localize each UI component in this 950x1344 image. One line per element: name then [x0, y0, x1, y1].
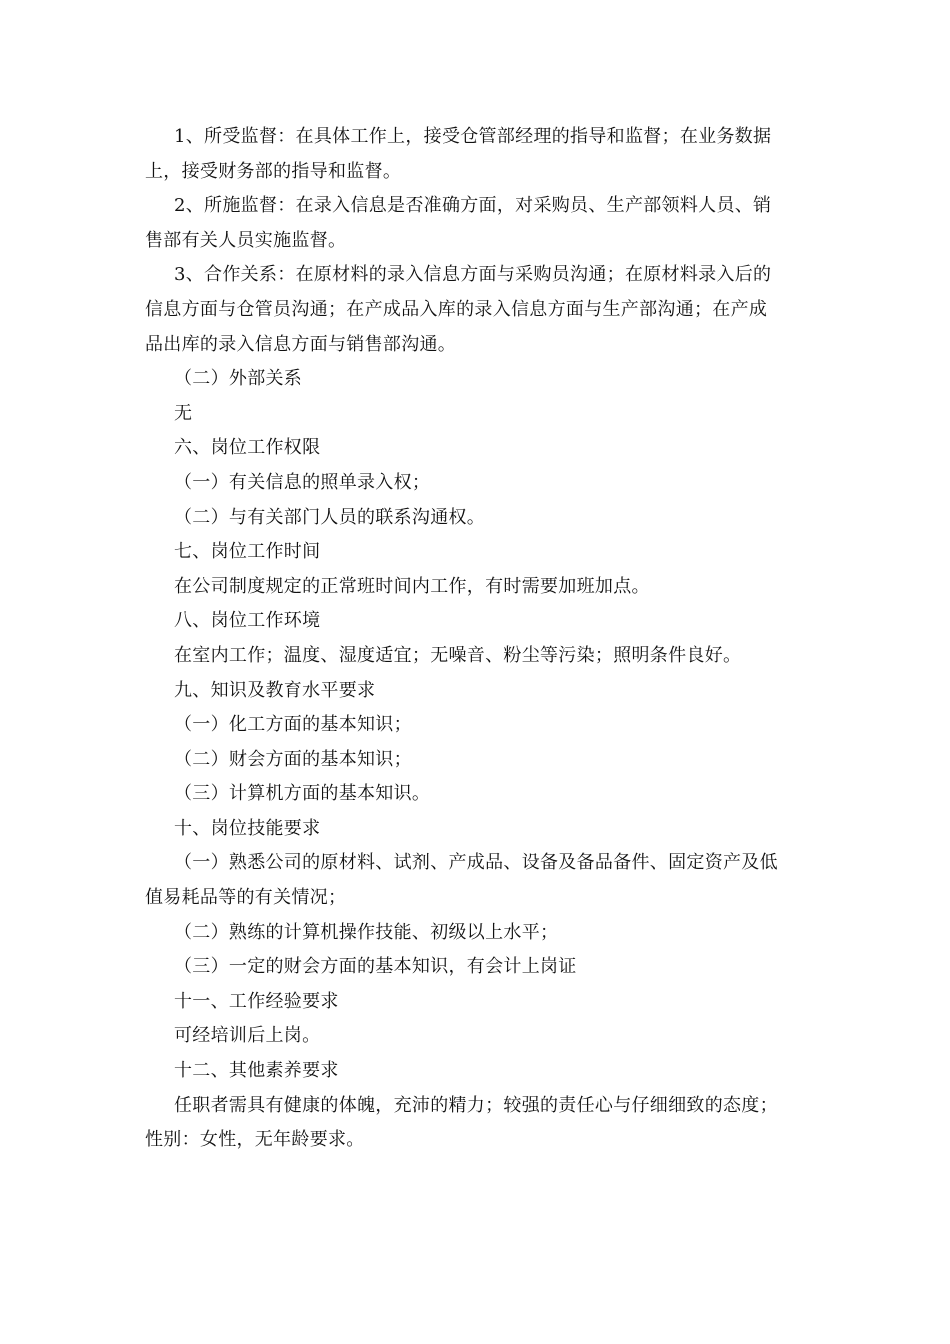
section-heading: 九、知识及教育水平要求 — [174, 679, 376, 701]
section-heading: 六、岗位工作权限 — [174, 437, 321, 459]
paragraph-line: 信息方面与仓管员沟通；在产成品入库的录入信息方面与生产部沟通；在产成 — [145, 298, 768, 320]
section-heading: （二）外部关系 — [174, 368, 303, 390]
paragraph-line: 值易耗品等的有关情况； — [145, 887, 347, 909]
paragraph-line: 售部有关人员实施监督。 — [145, 229, 347, 251]
section-heading: 八、岗位工作环境 — [174, 610, 321, 632]
paragraph-line: 可经培训后上岗。 — [174, 1025, 321, 1047]
paragraph-line: 品出库的录入信息方面与销售部沟通。 — [145, 333, 457, 355]
section-heading: 十、岗位技能要求 — [174, 817, 321, 839]
section-heading: 七、岗位工作时间 — [174, 541, 321, 563]
list-item: （一）有关信息的照单录入权； — [174, 471, 431, 493]
list-item: （二）熟练的计算机操作技能、初级以上水平； — [174, 921, 559, 943]
section-heading: 十二、其他素养要求 — [174, 1060, 339, 1082]
list-item: （二）财会方面的基本知识； — [174, 748, 412, 770]
paragraph-line: 1、所受监督：在具体工作上，接受仓管部经理的指导和监督；在业务数据 — [174, 126, 772, 147]
paragraph-line: 无 — [174, 402, 193, 424]
paragraph-line: 2、所施监督：在录入信息是否准确方面，对采购员、生产部领料人员、销 — [174, 195, 772, 217]
paragraph-line: 性别：女性，无年龄要求。 — [145, 1129, 365, 1151]
paragraph-line: 任职者需具有健康的体魄，充沛的精力；较强的责任心与仔细细致的态度； — [174, 1094, 778, 1116]
paragraph-line: 上，接受财务部的指导和监督。 — [145, 160, 402, 182]
paragraph-line: 3、合作关系：在原材料的录入信息方面与采购员沟通；在原材料录入后的 — [174, 264, 772, 286]
list-item: （一）化工方面的基本知识； — [174, 714, 412, 736]
list-item: （三）一定的财会方面的基本知识，有会计上岗证 — [174, 956, 577, 978]
document-body — [145, 120, 810, 1158]
list-item: （三）计算机方面的基本知识。 — [174, 783, 431, 805]
paragraph-line: 在公司制度规定的正常班时间内工作，有时需要加班加点。 — [174, 575, 650, 597]
list-item: （一）熟悉公司的原材料、试剂、产成品、设备及备品备件、固定资产及低 — [174, 852, 778, 874]
paragraph-line: 在室内工作；温度、湿度适宜；无噪音、粉尘等污染；照明条件良好。 — [174, 644, 742, 666]
section-heading: 十一、工作经验要求 — [174, 990, 339, 1012]
list-item: （二）与有关部门人员的联系沟通权。 — [174, 506, 486, 528]
